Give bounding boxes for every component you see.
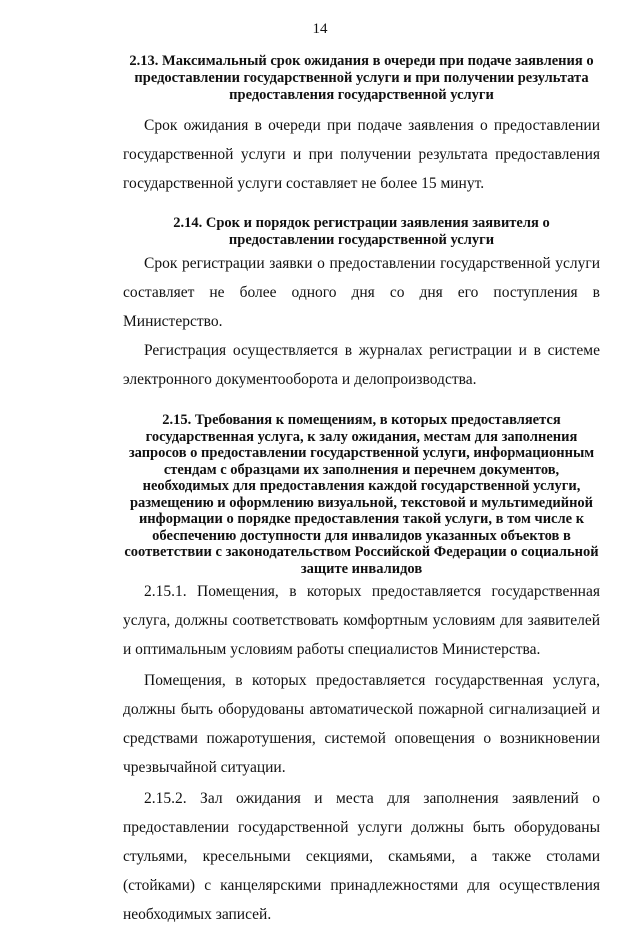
paragraph: 2.15.1. Помещения, в которых предоставляется государственная услуга, должны соответствовать комфортным условиям для заявителей и оптимальным условиям работы специалистов Министерства. — [123, 583, 600, 658]
paragraph: Срок регистрации заявки о предоставлении государственной услуги составляет не более одного дня со дня его поступления в Министерство. — [123, 255, 600, 330]
section-2-13 — [123, 53, 600, 198]
section-2-15 — [123, 412, 600, 929]
document-body — [123, 47, 600, 929]
section-heading: 2.13. Максимальный срок ожидания в очереди при подаче заявления о предоставлении государственной услуги и при получении результата предоставления государственной услуги — [129, 53, 594, 103]
section-heading: 2.15. Требования к помещениям, в которых предоставляется государственная услуга, к залу ожидания, местам для заполнения запросов о предоставлении государственной услуги, информационным стендам с образцами их заполнения и перечнем документов, необходимых для предоставления каждой государственной услуги, размещению и оформлению визуальной, текстовой и мультимедийной информации о порядке предоставления такой услуги, в том числе к обеспечению доступности для инвалидов указанных объектов в соответствии с законодательством Российской Федерации о социальной защите инвалидов — [124, 412, 599, 577]
paragraph: Срок ожидания в очереди при подаче заявления о предоставлении государственной услуги и при получении результата предоставления государственной услуги составляет не более 15 минут. — [123, 117, 600, 192]
paragraph: Регистрация осуществляется в журналах регистрации и в системе электронного документооборота и делопроизводства. — [123, 342, 600, 388]
section-2-14 — [123, 215, 600, 394]
page-number: 14 — [312, 21, 328, 37]
section-heading: 2.14. Срок и порядок регистрации заявления заявителя о предоставлении государственной услуги — [173, 215, 550, 248]
paragraph: 2.15.2. Зал ожидания и места для заполнения заявлений о предоставлении государственной услуги должны быть оборудованы стульями, кресельными секциями, скамьями, а также столами (стойками) с канцелярскими принадлежностями для осуществления необходимых записей. — [123, 790, 600, 923]
paragraph: Помещения, в которых предоставляется государственная услуга, должны быть оборудованы автоматической пожарной сигнализацией и средствами пожаротушения, системой оповещения о возникновении чрезвычайной ситуации. — [123, 672, 600, 776]
